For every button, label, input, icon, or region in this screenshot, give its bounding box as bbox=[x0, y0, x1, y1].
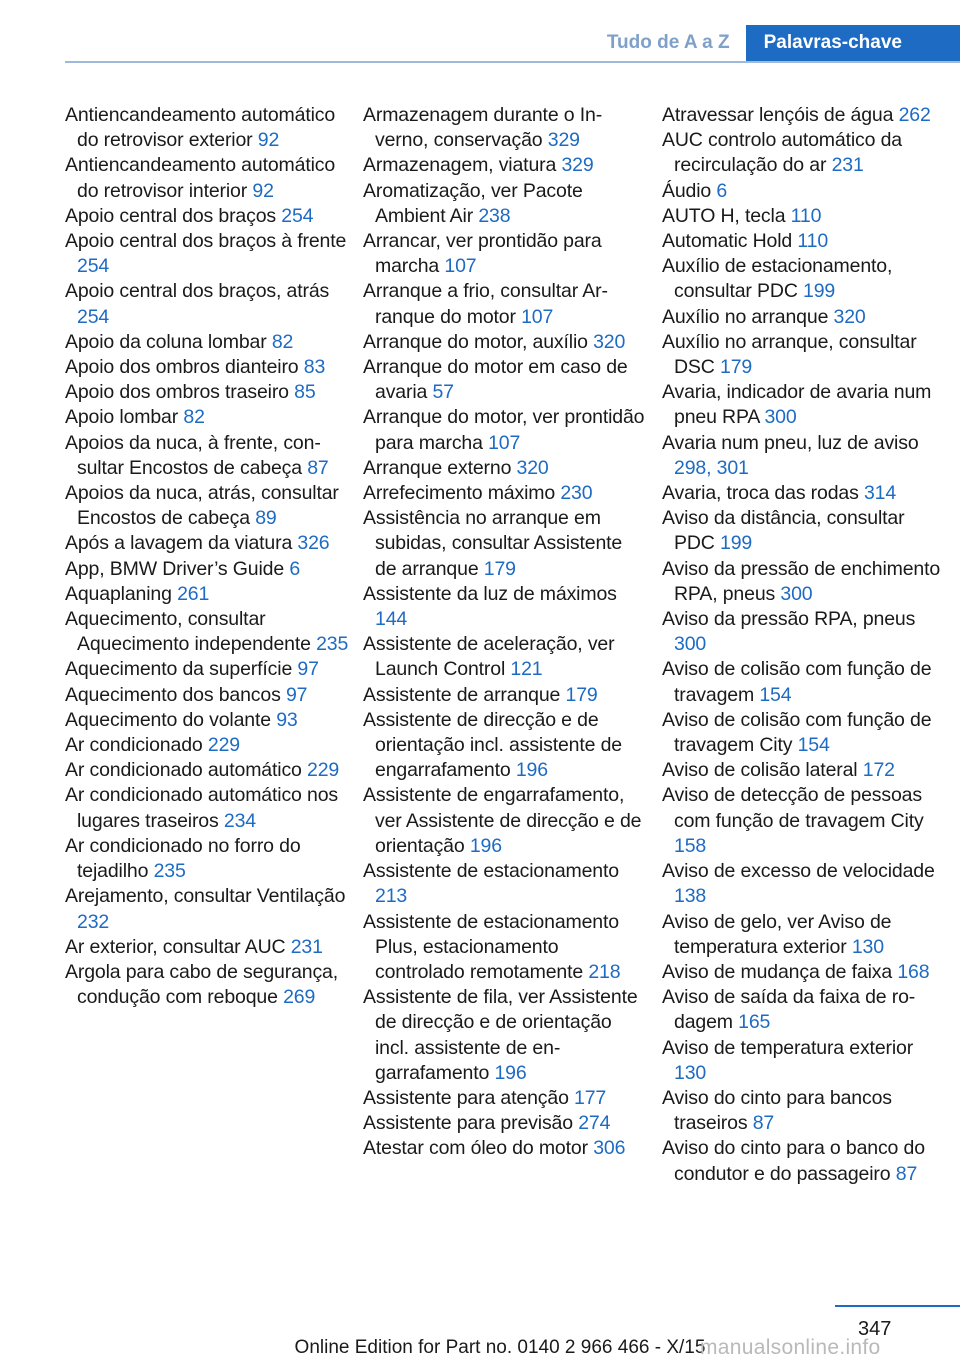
index-entry-term: Avaria, indicador de avaria num pneu RPA bbox=[662, 381, 932, 429]
index-entry bbox=[363, 456, 648, 481]
index-entry-term: Armazenagem durante o Inverno, conservação bbox=[363, 104, 603, 152]
index-entry-page-link[interactable]: 110 bbox=[797, 230, 829, 253]
index-entry-term: Assistente para atenção bbox=[363, 1086, 575, 1109]
index-entry-term: Áudio bbox=[662, 179, 717, 202]
index-entry-page-link[interactable]: 230 bbox=[560, 482, 593, 505]
index-entry bbox=[662, 103, 947, 128]
index-entry bbox=[65, 683, 350, 708]
index-entry-page-link[interactable]: 87 bbox=[895, 1162, 918, 1185]
index-entry bbox=[662, 758, 947, 783]
watermark-text: manualsonline.info bbox=[700, 1336, 881, 1359]
index-entry-page-link[interactable]: 6 bbox=[716, 179, 728, 202]
index-entry-term: Aviso de saída da faixa de rodagem bbox=[662, 986, 916, 1034]
index-entry bbox=[65, 531, 350, 556]
index-entry-term: Assistente da luz de máximos bbox=[363, 582, 617, 605]
index-entry-page-link[interactable]: 196 bbox=[469, 834, 502, 857]
index-entry bbox=[65, 229, 350, 279]
index-entry bbox=[363, 179, 648, 229]
index-entry bbox=[65, 380, 350, 405]
index-entry-term: Ar condicionado no forro do tejadilho bbox=[65, 834, 301, 883]
index-entry bbox=[662, 783, 947, 859]
index-entry bbox=[363, 708, 648, 784]
index-entry-term: Auxílio no arranque, consultar DSC bbox=[662, 330, 917, 379]
index-entry-term: Ar condicionado automático nos lugares traseiros bbox=[65, 784, 339, 832]
index-entry-page-link[interactable]: 154 bbox=[797, 734, 830, 757]
index-entry bbox=[65, 330, 350, 355]
index-entry-term: Aviso de mudança de faixa bbox=[662, 960, 898, 983]
index-entry-page-link[interactable]: 320 bbox=[516, 456, 549, 479]
index-entry-page-link[interactable]: 107 bbox=[488, 431, 521, 454]
index-entry bbox=[363, 405, 648, 455]
index-entry-page-link[interactable]: 6 bbox=[289, 557, 301, 580]
index-entry-page-link[interactable]: 199 bbox=[803, 280, 836, 303]
index-entry-page-link[interactable]: 82 bbox=[271, 330, 294, 353]
index-entry-term: Arejamento, consultar Ventilação bbox=[65, 885, 346, 908]
index-entry-term: Assistente de estacionamento Plus, estacionamento controlado remotamente bbox=[363, 910, 619, 983]
index-entry-term: Antiencandeamento automático do retrovisor interior bbox=[65, 154, 336, 202]
index-entry-page-link[interactable]: 130 bbox=[674, 1061, 707, 1084]
index-entry-term: Aviso de colisão com função de travagem bbox=[662, 658, 932, 706]
index-entry-term: Arranque do motor, auxílio bbox=[363, 330, 594, 353]
index-entry-term: Assistente para previsão bbox=[363, 1112, 579, 1135]
index-entry bbox=[65, 557, 350, 582]
index-entry-page-link[interactable]: 235 bbox=[316, 633, 349, 656]
index-entry-term: Arranque externo bbox=[363, 456, 517, 479]
index-entry-page-link[interactable]: 85 bbox=[294, 381, 316, 404]
index-entry-page-link[interactable]: 254 bbox=[77, 255, 110, 278]
index-entry bbox=[65, 405, 350, 430]
index-entry bbox=[662, 557, 947, 607]
index-entry bbox=[662, 204, 947, 229]
index-entry bbox=[65, 582, 350, 607]
index-entry bbox=[65, 355, 350, 380]
index-entry-term: Arranque do motor, ver prontidão para marcha bbox=[363, 406, 645, 454]
index-entry-term: AUTO H, tecla bbox=[662, 204, 791, 227]
index-entry-page-link[interactable]: 229 bbox=[207, 734, 240, 757]
index-entry bbox=[662, 985, 947, 1035]
index-entry-term: Aquecimento dos bancos bbox=[65, 683, 286, 706]
index-entry-page-link[interactable]: 158 bbox=[674, 834, 707, 857]
index-entry-page-link[interactable]: 154 bbox=[759, 683, 792, 706]
index-entry-term: Apoio dos ombros traseiro bbox=[65, 381, 295, 404]
index-entry-term: Aviso da pressão RPA, pneus bbox=[662, 608, 916, 631]
index-entry bbox=[363, 330, 648, 355]
index-entry-term: Aviso da pressão de enchimento RPA, pneus bbox=[662, 557, 941, 605]
index-entry-term: Assistente de aceleração, ver Launch Control bbox=[363, 633, 615, 681]
index-entry bbox=[662, 1086, 947, 1136]
index-entry bbox=[65, 103, 350, 153]
index-entry-term: Automatic Hold bbox=[662, 230, 798, 253]
index-entry-term: Aviso do cinto para bancos traseiros bbox=[662, 1086, 892, 1135]
index-entry bbox=[363, 1111, 648, 1136]
index-entry-page-link[interactable]: 92 bbox=[257, 129, 280, 152]
index-entry-page-link[interactable]: 92 bbox=[252, 179, 274, 202]
index-entry-page-link[interactable]: 144 bbox=[375, 608, 408, 631]
index-entry-term: Aquecimento da superfície bbox=[65, 658, 298, 681]
index-entry-page-link[interactable]: 97 bbox=[297, 658, 319, 681]
index-entry-term: Assistente de engarrafamento, ver Assistente de direcção e de orientação bbox=[363, 784, 642, 857]
footer-edition-text: Online Edition for Part no. 0140 2 966 466 - X/15 bbox=[294, 1337, 706, 1358]
index-entry-term: Apoio central dos braços à frente bbox=[65, 230, 347, 253]
index-entry-page-link[interactable]: 130 bbox=[851, 935, 884, 958]
index-entry-term: Aviso da distância, consultar PDC bbox=[662, 507, 905, 555]
index-entry-page-link[interactable]: 254 bbox=[281, 204, 314, 227]
index-entry-term: Auxílio no arranque bbox=[662, 305, 834, 328]
index-entry-page-link[interactable]: 326 bbox=[297, 532, 330, 555]
index-entry-page-link[interactable]: 87 bbox=[307, 456, 329, 479]
index-entry-term: Aviso de detecção de pessoas com função de travagem City bbox=[662, 784, 924, 832]
index-entry bbox=[65, 481, 350, 531]
index-entry-page-link[interactable]: 262 bbox=[898, 104, 931, 126]
index-entry-term: Argola para cabo de segurança, condução com reboque bbox=[65, 960, 339, 1009]
index-column-3 bbox=[662, 103, 947, 1187]
index-entry-term: App, BMW Driver’s Guide bbox=[65, 557, 290, 580]
index-entry-term: Aviso do cinto para o banco do condutor e do passageiro bbox=[662, 1137, 925, 1185]
index-entry bbox=[363, 1086, 648, 1111]
index-entry-term: Apoio central dos braços, atrás bbox=[65, 280, 330, 303]
index-entry bbox=[65, 935, 350, 960]
index-entry bbox=[662, 960, 947, 985]
index-entry bbox=[662, 657, 947, 707]
index-entry bbox=[363, 985, 648, 1086]
index-entry-page-link[interactable]: 314 bbox=[863, 482, 897, 505]
index-entry-page-link[interactable]: 238 bbox=[478, 204, 511, 227]
tab-palavras-chave[interactable]: Palavras-chave bbox=[746, 25, 960, 61]
index-entry-page-link[interactable]: 269 bbox=[283, 986, 316, 1009]
index-entry-page-link[interactable]: 274 bbox=[578, 1112, 611, 1135]
index-entry bbox=[65, 279, 350, 329]
index-entry bbox=[65, 153, 350, 203]
index-entry-page-link[interactable]: 329 bbox=[547, 129, 580, 152]
index-entry-term: Assistente de fila, ver Assistente de direcção e de orientação incl. assistente de engarrafamento bbox=[363, 986, 638, 1084]
index-entry-term: Assistência no arranque em subidas, consultar Assistente de arranque bbox=[363, 507, 623, 580]
index-entry bbox=[662, 506, 947, 556]
index-entry-term: Arranque do motor em caso de avaria bbox=[363, 356, 628, 404]
index-entry-page-link[interactable]: 231 bbox=[831, 154, 864, 177]
index-entry bbox=[662, 431, 947, 481]
index-entry bbox=[65, 884, 350, 934]
index-entry bbox=[662, 910, 947, 960]
index-entry-term: Apoio central dos braços bbox=[65, 204, 282, 227]
index-entry-term: Aquaplaning bbox=[65, 582, 178, 605]
index-entry-term: Aromatização, ver Pacote Ambient Air bbox=[363, 179, 583, 227]
index-entry bbox=[662, 481, 947, 506]
index-entry-page-link[interactable]: 121 bbox=[510, 658, 543, 681]
index-entry-page-link[interactable]: 110 bbox=[790, 204, 822, 227]
index-entry-page-link[interactable]: 83 bbox=[303, 356, 326, 379]
index-entry bbox=[363, 1136, 648, 1161]
index-entry-page-link[interactable]: 261 bbox=[177, 582, 210, 605]
index-entry-page-link[interactable]: 179 bbox=[565, 683, 598, 706]
index-entry bbox=[363, 279, 648, 329]
index-entry-page-link[interactable]: 172 bbox=[862, 759, 895, 782]
index-entry bbox=[363, 783, 648, 859]
index-entry bbox=[65, 204, 350, 229]
index-entry-term: Aviso de gelo, ver Aviso de temperatura exterior bbox=[662, 910, 892, 958]
index-entry-term: Aquecimento, consultar Aquecimento independente bbox=[65, 608, 317, 656]
index-entry bbox=[65, 758, 350, 783]
index-entry bbox=[662, 128, 947, 178]
index-entry bbox=[363, 481, 648, 506]
index-entry-term: Apoio lombar bbox=[65, 406, 184, 429]
index-entry-term: Ar exterior, consultar AUC bbox=[65, 935, 291, 958]
index-entry bbox=[662, 179, 947, 204]
index-entry bbox=[662, 254, 947, 304]
index-entry bbox=[65, 708, 350, 733]
index-entry-term: AUC controlo automático da recirculação do ar bbox=[662, 129, 902, 177]
index-entry bbox=[662, 1136, 947, 1186]
index-entry-page-link[interactable]: 93 bbox=[276, 708, 298, 731]
index-entry bbox=[662, 305, 947, 330]
index-entry bbox=[662, 1036, 947, 1086]
index-entry bbox=[363, 582, 648, 632]
index-entry-page-link[interactable]: 138 bbox=[674, 885, 707, 908]
index-entry-page-link[interactable]: 300 bbox=[764, 406, 797, 429]
index-entry-page-link[interactable]: 329 bbox=[561, 154, 594, 177]
index-entry bbox=[65, 960, 350, 1010]
index-entry-page-link[interactable]: 235 bbox=[153, 860, 186, 883]
index-entry-term: Aquecimento do volante bbox=[65, 708, 277, 731]
index-entry bbox=[662, 708, 947, 758]
index-entry-term: Auxílio de estacionamento, consultar PDC bbox=[662, 255, 893, 303]
index-entry-page-link[interactable]: 298, 301 bbox=[674, 456, 749, 479]
index-entry-term: Aviso de excesso de velocidade bbox=[662, 860, 935, 883]
index-column-2 bbox=[363, 103, 648, 1162]
index-entry-term: Atestar com óleo do motor bbox=[363, 1137, 594, 1160]
index-entry-page-link[interactable]: 177 bbox=[574, 1086, 607, 1109]
index-entry-page-link[interactable]: 320 bbox=[593, 330, 626, 353]
page-number: 347 bbox=[858, 1318, 892, 1340]
index-entry-term: Após a lavagem da viatura bbox=[65, 532, 298, 555]
index-entry bbox=[662, 330, 947, 380]
index-entry bbox=[65, 733, 350, 758]
index-entry bbox=[662, 607, 947, 657]
index-entry-term: Aviso de colisão lateral bbox=[662, 759, 863, 782]
index-entry-term: Assistente de estacionamento bbox=[363, 860, 619, 883]
index-entry-page-link[interactable]: 179 bbox=[720, 356, 753, 379]
index-entry bbox=[363, 153, 648, 178]
index-entry-term: Assistente de arranque bbox=[363, 683, 566, 706]
index-entry bbox=[65, 657, 350, 682]
index-entry-page-link[interactable]: 82 bbox=[183, 406, 205, 429]
index-entry bbox=[65, 431, 350, 481]
index-entry-term: Aviso de temperatura exterior bbox=[662, 1036, 914, 1059]
header-tabs bbox=[589, 25, 960, 61]
index-entry-page-link[interactable]: 218 bbox=[588, 960, 621, 983]
index-entry-page-link[interactable]: 87 bbox=[752, 1112, 775, 1135]
index-entry-page-link[interactable]: 97 bbox=[285, 683, 308, 706]
index-column-1 bbox=[65, 103, 350, 1010]
index-entry-term: Arrefecimento máximo bbox=[363, 482, 561, 505]
index-entry bbox=[662, 229, 947, 254]
index-entry-term: Atravessar lençóis de água bbox=[662, 104, 899, 126]
index-entry bbox=[65, 783, 350, 833]
index-entry-term: Avaria, troca das rodas bbox=[662, 482, 864, 505]
index-entry bbox=[363, 910, 648, 986]
index-entry-page-link[interactable]: 232 bbox=[77, 910, 110, 933]
index-entry bbox=[363, 103, 648, 153]
index-entry-term: Arranque a frio, consultar Arranque do motor bbox=[363, 280, 608, 328]
index-entry-page-link[interactable]: 300 bbox=[674, 633, 707, 656]
index-entry bbox=[662, 859, 947, 909]
index-entry bbox=[363, 355, 648, 405]
index-entry-page-link[interactable]: 231 bbox=[290, 935, 323, 958]
index-entry bbox=[363, 632, 648, 682]
index-entry-page-link[interactable]: 229 bbox=[307, 759, 340, 782]
index-entry-term: Apoios da nuca, atrás, consultar Encostos de cabeça bbox=[65, 482, 339, 530]
index-entry-page-link[interactable]: 165 bbox=[738, 1011, 771, 1034]
index-entry-page-link[interactable]: 300 bbox=[780, 582, 813, 605]
tab-tudo-de-a-a-z[interactable]: Tudo de A a Z bbox=[606, 32, 730, 53]
index-entry-page-link[interactable]: 107 bbox=[444, 255, 477, 278]
index-entry-page-link[interactable]: 254 bbox=[77, 305, 110, 328]
index-entry-page-link[interactable]: 179 bbox=[483, 557, 516, 580]
index-entry-term: Apoios da nuca, à frente, consultar Encostos de cabeça bbox=[65, 431, 321, 479]
index-entry-term: Ar condicionado bbox=[65, 734, 208, 757]
footer-divider bbox=[835, 1305, 960, 1307]
index-entry-page-link[interactable]: 89 bbox=[255, 507, 277, 530]
index-entry-term: Antiencandeamento automático do retrovisor exterior bbox=[65, 104, 336, 152]
index-entry-page-link[interactable]: 196 bbox=[494, 1061, 527, 1084]
index-entry-term: Assistente de direcção e de orientação incl. assistente de engarrafamento bbox=[363, 708, 622, 782]
index-entry bbox=[363, 229, 648, 279]
index-entry bbox=[363, 859, 648, 909]
index-entry bbox=[662, 380, 947, 430]
index-entry-page-link[interactable]: 199 bbox=[720, 532, 753, 555]
index-entry bbox=[363, 683, 648, 708]
index-entry-term: Aviso de colisão com função de travagem City bbox=[662, 708, 932, 757]
index-entry-term: Arrancar, ver prontidão para marcha bbox=[363, 230, 602, 278]
index-entry-term: Ar condicionado automático bbox=[65, 759, 308, 782]
index-entry-term: Armazenagem, viatura bbox=[363, 154, 562, 177]
index-entry-page-link[interactable]: 306 bbox=[593, 1137, 626, 1160]
index-entry bbox=[363, 506, 648, 582]
index-entry-page-link[interactable]: 234 bbox=[223, 809, 256, 832]
index-entry bbox=[65, 834, 350, 884]
header-divider bbox=[65, 61, 960, 63]
index-entry-page-link[interactable]: 320 bbox=[833, 305, 866, 328]
index-entry-page-link[interactable]: 57 bbox=[432, 381, 454, 404]
index-entry-term: Apoio dos ombros dianteiro bbox=[65, 356, 304, 379]
index-entry bbox=[65, 607, 350, 657]
index-entry-page-link[interactable]: 196 bbox=[515, 759, 548, 782]
index-entry-page-link[interactable]: 213 bbox=[375, 885, 408, 908]
index-entry-term: Avaria num pneu, luz de aviso bbox=[662, 431, 919, 454]
index-entry-term: Apoio da coluna lombar bbox=[65, 330, 272, 353]
index-entry-page-link[interactable]: 168 bbox=[897, 960, 930, 983]
index-entry-page-link[interactable]: 107 bbox=[521, 305, 554, 328]
